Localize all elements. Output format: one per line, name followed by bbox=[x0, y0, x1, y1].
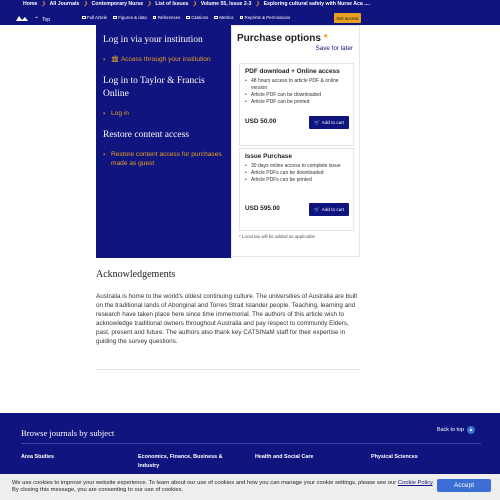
tool-full-article[interactable] bbox=[82, 15, 107, 20]
purchase-card-features bbox=[245, 163, 349, 184]
footer-divider bbox=[21, 443, 481, 444]
purchase-options-title-text: Purchase options bbox=[237, 33, 321, 44]
purchase-card-pdf bbox=[239, 63, 354, 146]
tool-figures-data-label: Figures & data bbox=[118, 15, 147, 20]
tf-login-heading: Log in to Taylor & Francis Online bbox=[103, 76, 205, 99]
tool-reprints-permissions[interactable] bbox=[240, 15, 291, 20]
tool-references-label: References bbox=[157, 15, 181, 20]
feature-item: • Article PDF can be downloaded bbox=[245, 92, 349, 99]
article-tools bbox=[82, 15, 290, 20]
section-divider bbox=[96, 369, 360, 370]
institution-login-heading: Log in via your institution bbox=[103, 35, 203, 45]
breadcrumb-article: Exploring cultural safety with Nurse Aca .... bbox=[263, 1, 371, 7]
acknowledgements-heading: Acknowledgements bbox=[96, 269, 176, 280]
breadcrumb-home[interactable]: Home bbox=[23, 1, 38, 7]
get-access-button[interactable]: Get access bbox=[334, 13, 361, 23]
breadcrumb-volume[interactable]: Volume 55, Issue 2-3 bbox=[200, 1, 252, 7]
add-to-cart-label: Add to cart bbox=[321, 207, 344, 212]
feature-item: • Article PDFs can be printed bbox=[245, 177, 349, 184]
restore-access-link[interactable] bbox=[103, 150, 224, 168]
access-panel bbox=[96, 25, 231, 258]
chevron-right-icon: › bbox=[103, 151, 106, 158]
top-navigation-bar bbox=[0, 0, 500, 25]
login-link[interactable] bbox=[103, 109, 224, 118]
chevron-right-icon: › bbox=[103, 110, 106, 117]
institution-access-link[interactable] bbox=[103, 55, 224, 64]
list-icon bbox=[153, 16, 157, 20]
feature-item: • Article PDF can be printed bbox=[245, 99, 349, 106]
tool-figures-data[interactable] bbox=[113, 15, 147, 20]
add-to-cart-label: Add to cart bbox=[321, 120, 344, 125]
article-toolbar bbox=[0, 12, 500, 25]
chevron-right-icon: ❯ bbox=[83, 1, 88, 7]
cookie-text-start: We use cookies to improve your website experience. To learn about our use of cookies and how you can manage your cookie settings, please see our bbox=[12, 480, 398, 486]
cookie-message bbox=[12, 480, 442, 494]
tool-reprints-permissions-label: Reprints & Permissions bbox=[244, 15, 291, 20]
chevron-right-icon: ❯ bbox=[192, 1, 197, 7]
price: USD 595.00 bbox=[245, 205, 280, 212]
copyright-icon bbox=[240, 16, 244, 20]
top-link[interactable] bbox=[34, 16, 50, 23]
cart-icon: 🛒 bbox=[314, 119, 320, 125]
subject-economics[interactable]: Economics, Finance, Business & Industry bbox=[138, 454, 223, 469]
purchase-options-title bbox=[237, 33, 328, 44]
back-to-top-link[interactable] bbox=[437, 426, 475, 434]
document-icon bbox=[82, 16, 86, 20]
breadcrumb-journal[interactable]: Contemporary Nurse bbox=[91, 1, 144, 7]
institution-icon: 🏛 bbox=[111, 56, 121, 63]
add-to-cart-button[interactable] bbox=[309, 116, 349, 129]
quote-icon bbox=[186, 16, 190, 20]
save-for-later-link[interactable]: Save for later bbox=[315, 45, 353, 52]
cookie-policy-link[interactable]: Cookie Policy bbox=[397, 480, 433, 486]
tool-references[interactable] bbox=[153, 15, 180, 20]
browse-journals-heading: Browse journals by subject bbox=[21, 428, 115, 438]
subject-area-studies[interactable]: Area Studies bbox=[21, 454, 54, 460]
journal-logo-icon bbox=[16, 15, 28, 22]
arrow-up-icon: ▲ bbox=[468, 427, 474, 433]
breadcrumb bbox=[23, 1, 370, 7]
cookie-text-end: . By closing this message, you are consenting to our use of cookies. bbox=[12, 480, 435, 493]
tool-citations[interactable] bbox=[186, 15, 208, 20]
add-to-cart-button[interactable] bbox=[309, 203, 349, 216]
purchase-options-panel bbox=[231, 25, 360, 257]
required-asterisk: * bbox=[323, 33, 328, 44]
purchase-card-issue bbox=[239, 148, 354, 231]
accept-cookies-button[interactable]: Accept bbox=[437, 479, 491, 492]
price: USD 50.00 bbox=[245, 118, 277, 125]
tool-metrics-label: Metrics bbox=[219, 15, 234, 20]
chevron-right-icon: ❯ bbox=[255, 1, 260, 7]
cookie-banner bbox=[0, 474, 500, 500]
bar-chart-icon bbox=[214, 16, 218, 20]
chevron-right-icon: ❯ bbox=[147, 1, 152, 7]
image-icon bbox=[113, 16, 117, 20]
breadcrumb-list-of-issues[interactable]: List of Issues bbox=[155, 1, 189, 7]
tool-citations-label: Citations bbox=[191, 15, 209, 20]
purchase-card-title: PDF download + Online access bbox=[245, 68, 340, 75]
subject-health-social-care[interactable]: Health and Social Care bbox=[255, 454, 314, 460]
cart-icon: 🛒 bbox=[314, 206, 320, 212]
breadcrumb-all-journals[interactable]: All Journals bbox=[49, 1, 80, 7]
purchase-card-features bbox=[245, 78, 349, 106]
login-label: Log in bbox=[111, 110, 129, 117]
chevron-right-icon: › bbox=[103, 56, 106, 63]
institution-access-text: Access through your institution bbox=[120, 56, 211, 63]
arrow-up-icon: ⌃ bbox=[34, 17, 40, 23]
feature-item: • 48 hours access to article PDF & online version bbox=[245, 78, 349, 92]
top-link-label: Top bbox=[42, 16, 51, 23]
feature-item: • Article PDFs can be downloaded bbox=[245, 170, 349, 177]
tool-metrics[interactable] bbox=[214, 15, 233, 20]
institution-access-label bbox=[111, 55, 211, 64]
feature-item: • 30 days online access to complete issue bbox=[245, 163, 349, 170]
back-to-top-label: Back to top bbox=[437, 427, 464, 433]
restore-access-label: Restore content access for purchases made as guest bbox=[111, 151, 222, 167]
chevron-right-icon: ❯ bbox=[41, 1, 46, 7]
purchase-card-title: Issue Purchase bbox=[245, 153, 292, 160]
tax-note: * Local tax will be added as applicable bbox=[239, 234, 316, 239]
subject-physical-sciences[interactable]: Physical Sciences bbox=[371, 454, 418, 460]
acknowledgements-body: Australia is home to the world's oldest continuing culture. The universities of Australia are built on the traditional lands of Aboriginal and Torres Strait Islander people. Teaching, learning and research have taken place here since time immemorial. The authors of this article wish to acknowledge traditional owners throughout Australia and pay respect to community Elders, past, present and future. The authors also thank key CATSINaM staff for their expertise in guiding the survey questions. bbox=[96, 293, 358, 345]
restore-access-heading: Restore content access bbox=[103, 130, 189, 140]
tool-full-article-label: Full Article bbox=[87, 15, 108, 20]
